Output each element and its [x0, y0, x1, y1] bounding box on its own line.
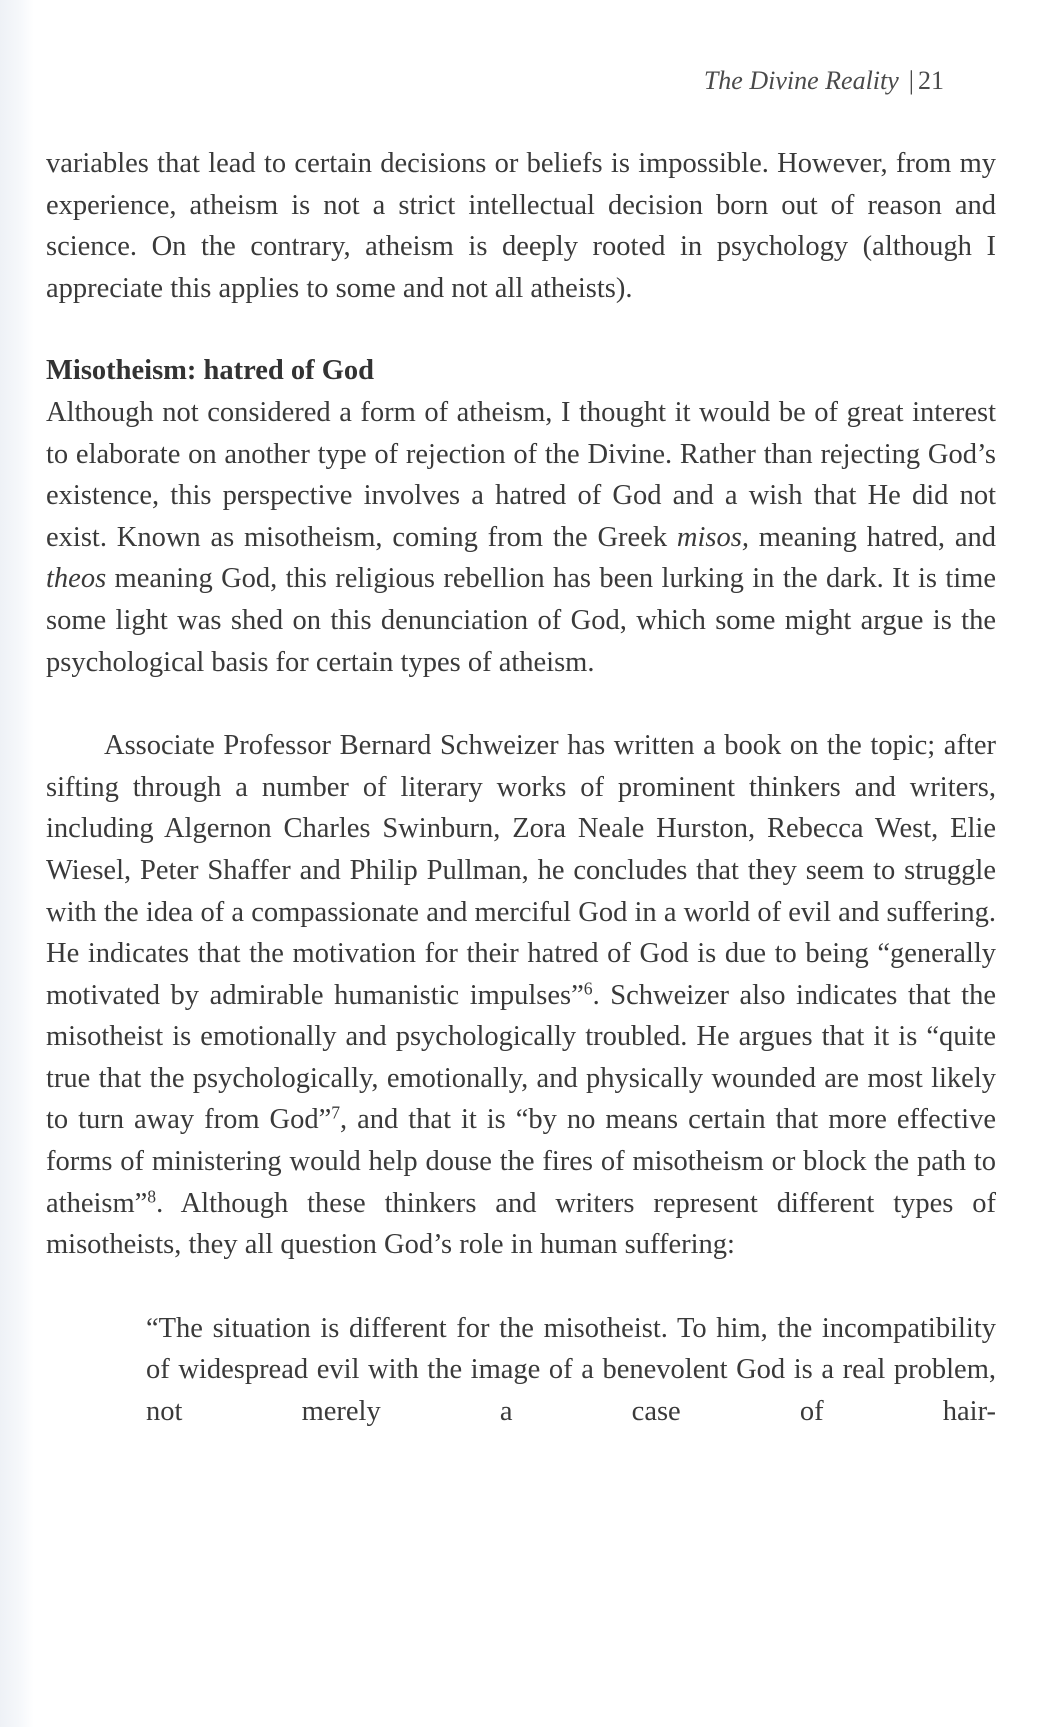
paragraph-schweizer — [46, 725, 996, 1266]
text-run: Although not considered a form of atheism, I thought it would be of great interest to elaborate on another type of rejection of the Divine. Rather than rejecting God’s existence, this perspective involves a hatred of God and a wish that He did not exist. Known as misotheism, coming from the Greek — [46, 396, 996, 553]
text-run: meaning hatred, and — [748, 521, 996, 553]
footnote-ref-7[interactable]: 7 — [331, 1102, 341, 1123]
footnote-ref-8[interactable]: 8 — [147, 1185, 157, 1206]
footnote-ref-6[interactable]: 6 — [583, 977, 593, 998]
block-quote: “The situation is different for the misotheist. To him, the incompatibility of widespread evil with the image of a benevolent God is a real problem, not merely a case of hair- — [146, 1312, 996, 1428]
text-run: Associate Professor Bernard Schweizer has written a book on the topic; after sifting through a number of literary works of prominent thinkers and writers, including Algernon Charles Swinburn, Zora Neale Hurston, Rebecca West, Elie Wiesel, Peter Shaffer and Philip Pullman, he concludes that they seem to struggle with the idea of a compassionate and merciful God in a world of evil and suffering. He indicates that the motivation for their hatred of God is due to being “generally motivated by admirable humanistic impulses” — [46, 730, 996, 1011]
text-run: , and that it is “by no means certain that more effective forms of ministering would help douse the fires of misotheism or block the path to atheism” — [46, 1104, 996, 1219]
running-head — [704, 66, 944, 96]
italic-term-theos: theos — [46, 563, 107, 595]
italic-term-misos: misos, — [676, 521, 749, 553]
book-title: The Divine Reality — [703, 66, 899, 95]
paragraph-misotheism-intro — [46, 392, 996, 683]
paragraph-continuation: variables that lead to certain decisions or beliefs is impossible. However, from my experience, atheism is not a strict intellectual decision born out of reason and science. On the contrary, atheism is deeply rooted in psychology (although I appreciate this applies to some and not all atheists). — [46, 148, 996, 304]
page-edge-shadow — [0, 0, 34, 1727]
section-heading: Misotheism: hatred of God — [46, 355, 375, 387]
text-run: . Schweizer also indicates that the misotheist is emotionally and psychologically troubled. He argues that it is “quite true that the psychologically, emotionally, and physically wounded are most likely to turn away from God” — [46, 979, 996, 1136]
header-separator: | — [908, 66, 914, 95]
page-number: 21 — [918, 66, 944, 95]
page-body — [46, 143, 996, 1433]
text-run: . Although these thinkers and writers represent different types of misotheists, they all question God’s role in human suffering: — [46, 1187, 996, 1261]
text-run: meaning God, this religious rebellion has been lurking in the dark. It is time some light was shed on this denunciation of God, which some might argue is the psychological basis for certain types of atheism. — [46, 563, 996, 678]
